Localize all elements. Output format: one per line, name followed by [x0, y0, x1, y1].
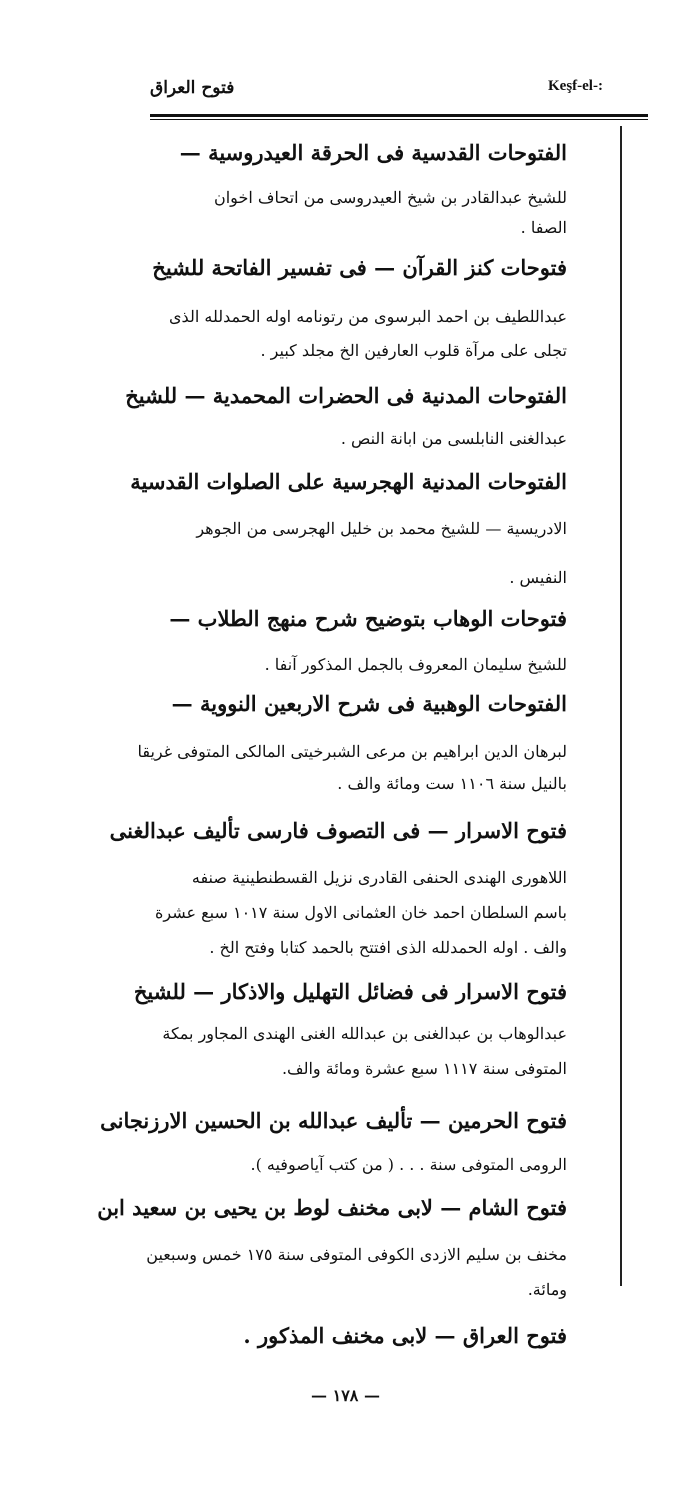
page-number: — ١٧٨ —	[311, 1386, 380, 1405]
entry-title-line: فتوحات كنز القرآن — فى تفسير الفاتحة للشيخ	[152, 255, 567, 280]
entry-title-line: الفتوحات الوهبية فى شرح الاربعين النووية —	[171, 691, 567, 716]
margin-rule	[620, 126, 622, 1286]
entry-body-line: عبدالوهاب بن عبدالغنى بن عبدالله الغنى الهندى المجاور بمكة	[162, 1024, 567, 1043]
entry-title-line: الفتوحات المدنية الهجرسية على الصلوات القدسية	[130, 469, 567, 494]
entry-body-line: للشيخ سليمان المعروف بالجمل المذكور آنفا .	[264, 655, 567, 674]
entry-body-line: تجلى على مرآة قلوب العارفين الخ مجلد كبير .	[260, 341, 567, 360]
entry-body-line: والف . اوله الحمدلله الذى افتتح بالحمد كتابا وفتح الخ .	[209, 938, 567, 957]
entry-body-line: مخنف بن سليم الازدى الكوفى المتوفى سنة ١٧٥ خمس وسبعين	[146, 1245, 567, 1264]
entry-body-line: الصفا .	[520, 218, 567, 237]
entry-body-line: للشيخ عبدالقادر بن شيخ العيدروسى من اتحاف اخوان	[213, 188, 567, 207]
header-rule-thick	[150, 114, 648, 117]
entry-body-line: النفيس .	[509, 568, 567, 587]
entry-title-line: فتوح الشام — لابى مخنف لوط بن يحيى بن سعيد ابن	[97, 1195, 567, 1220]
entry-body-line: عبداللطيف بن احمد البرسوى من رتونامه اوله الحمدلله الذى	[169, 307, 567, 326]
entry-body-line: عبدالغنى النابلسى من ابانة النص .	[340, 429, 567, 448]
entry-title-line: الفتوحات المدنية فى الحضرات المحمدية — للشيخ	[125, 383, 567, 408]
entry-title-line: فتوح الاسرار فى فضائل التهليل والاذكار — للشيخ	[133, 979, 567, 1004]
header-rule-thin	[150, 119, 648, 120]
running-head-title: فتوح العراق	[150, 78, 235, 98]
entry-body-line: الرومى المتوفى سنة . . . ( من كتب آياصوفيه ).	[250, 1155, 567, 1174]
entry-title-line: فتوح الحرمين — تأليف عبدالله بن الحسين الارزنجانى	[100, 1108, 567, 1133]
entry-body-line: بالنيل سنة ١١٠٦ ست ومائة والف .	[337, 774, 567, 793]
entry-body-line: اللاهورى الهندى الحنفى القادرى نزيل القسطنطينية صنفه	[191, 868, 567, 887]
entry-title-line: فتوحات الوهاب بتوضيح شرح منهج الطلاب —	[169, 606, 567, 631]
entry-title-line: الفتوحات القدسية فى الحرقة العيدروسية —	[179, 140, 567, 165]
entry-title-line: فتوح العراق — لابى مخنف المذكور .	[243, 1323, 567, 1348]
running-head-label: Keşf-el-:	[548, 78, 603, 94]
entry-body-line: ومائة.	[527, 1280, 567, 1299]
entry-body-line: الادريسية — للشيخ محمد بن خليل الهجرسى من الجوهر	[196, 519, 567, 538]
entry-body-line: المتوفى سنة ١١١٧ سبع عشرة ومائة والف.	[281, 1059, 567, 1078]
entry-title-line: فتوح الاسرار — فى التصوف فارسى تأليف عبدالغنى	[109, 818, 567, 843]
entry-body-line: باسم السلطان احمد خان العثمانى الاول سنة ١٠١٧ سبع عشرة	[155, 903, 567, 922]
entry-body-line: لبرهان الدين ابراهيم بن مرعى الشبرخيتى المالكى المتوفى غريقا	[137, 742, 567, 761]
